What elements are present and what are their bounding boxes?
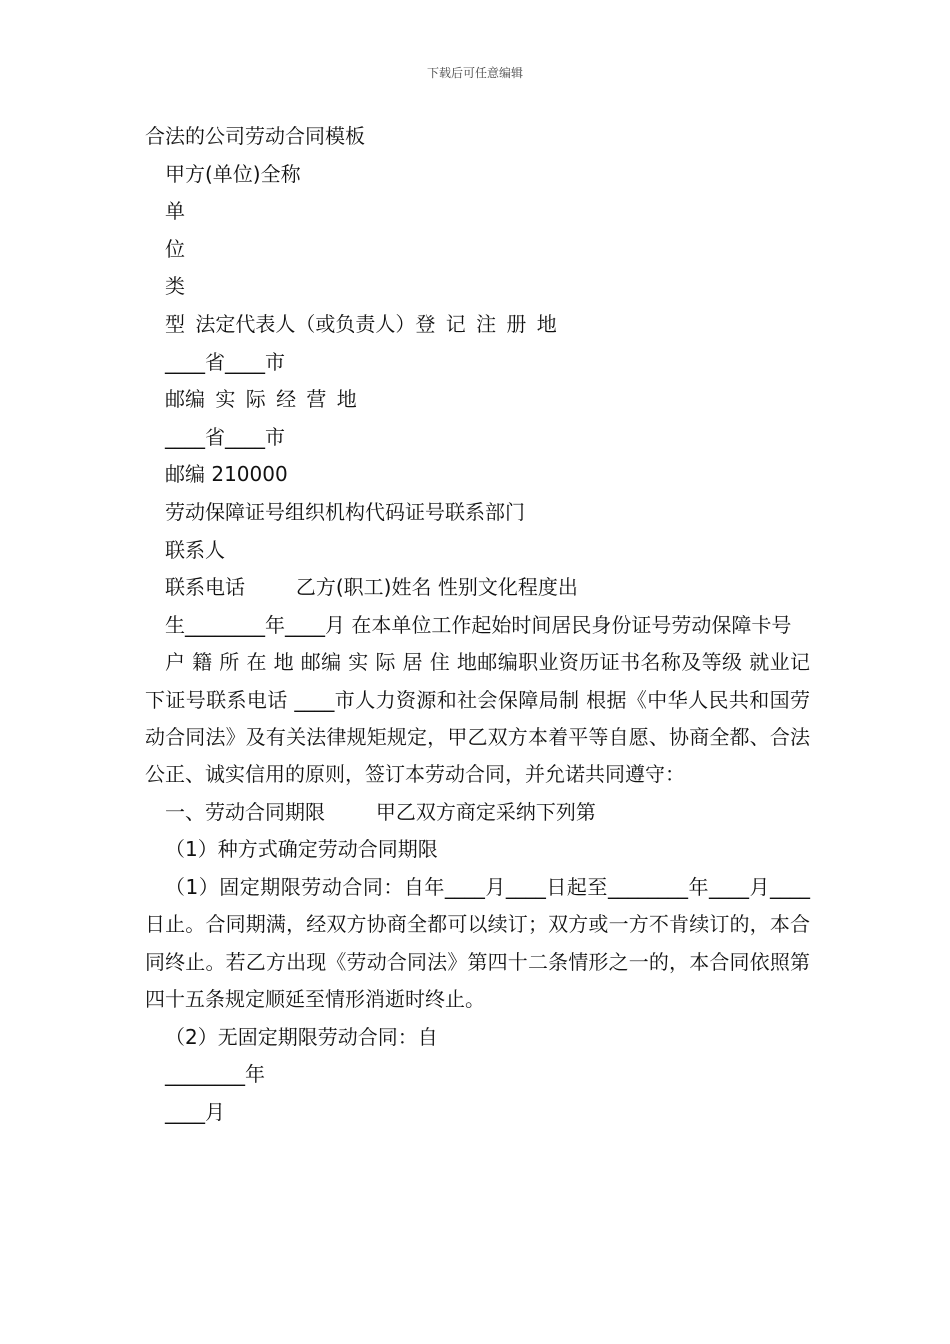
business-address-line: ____省____市: [165, 424, 285, 449]
unit-type-char-2: 位: [165, 236, 185, 261]
household-and-preamble-paragraph: 户 籍 所 在 地 邮编 实 际 居 住 地邮编职业资历证书名称及等级 就业记下证号联系电话 ____市人力资源和社会保障局制 根据《中华人民共和国劳动合同法》及有关法律规矩规定，甲乙双方本着平等自愿、协商全都、合法公正、诚实信用的原则，签订本劳动合同，并允诺共同遵守：: [145, 650, 810, 787]
document-title: 合法的公司劳动合同模板: [145, 124, 365, 148]
postcode-line: 邮编 210000: [165, 462, 288, 487]
blank-month-line: ____月: [165, 1099, 225, 1124]
blank-year-line: ________年: [165, 1062, 265, 1087]
page-header-note: 下载后可任意编辑: [426, 66, 523, 80]
section-1-subheading: （1）种方式确定劳动合同期限: [165, 837, 438, 862]
unit-type-char-1: 单: [165, 199, 185, 224]
section-1-heading: 一、劳动合同期限 甲乙双方商定采纳下列第: [165, 799, 596, 824]
party-a-name-line: 甲方(单位)全称: [165, 161, 301, 186]
labor-security-id-line: 劳动保障证号组织机构代码证号联系部门: [165, 499, 525, 524]
birth-info-paragraph: 生________年____月 在本单位工作起始时间居民身份证号劳动保障卡号: [165, 612, 792, 637]
contact-person-line: 联系人: [165, 537, 225, 562]
contact-phone-party-b-line: 联系电话 乙方(职工)姓名 性别文化程度出: [165, 575, 578, 600]
postcode-business-address-line: 邮编 实 际 经 营 地: [165, 387, 357, 412]
legal-representative-line: 型 法定代表人（或负责人）登 记 注 册 地: [165, 311, 557, 336]
document-body: [145, 118, 810, 1131]
open-term-line: （2）无固定期限劳动合同：自: [165, 1024, 438, 1049]
fixed-term-paragraph: （1）固定期限劳动合同：自年____月____日起至________年____月____日止。合同期满，经双方协商全都可以续订；双方或一方不肯续订的，本合同终止。若乙方出现《劳动合同法》第四十二条情形之一的，本合同依照第四十五条规定顺延至情形消逝时终止。: [145, 874, 810, 1012]
registered-address-line: ____省____市: [165, 349, 285, 374]
unit-type-char-3: 类: [165, 274, 185, 299]
